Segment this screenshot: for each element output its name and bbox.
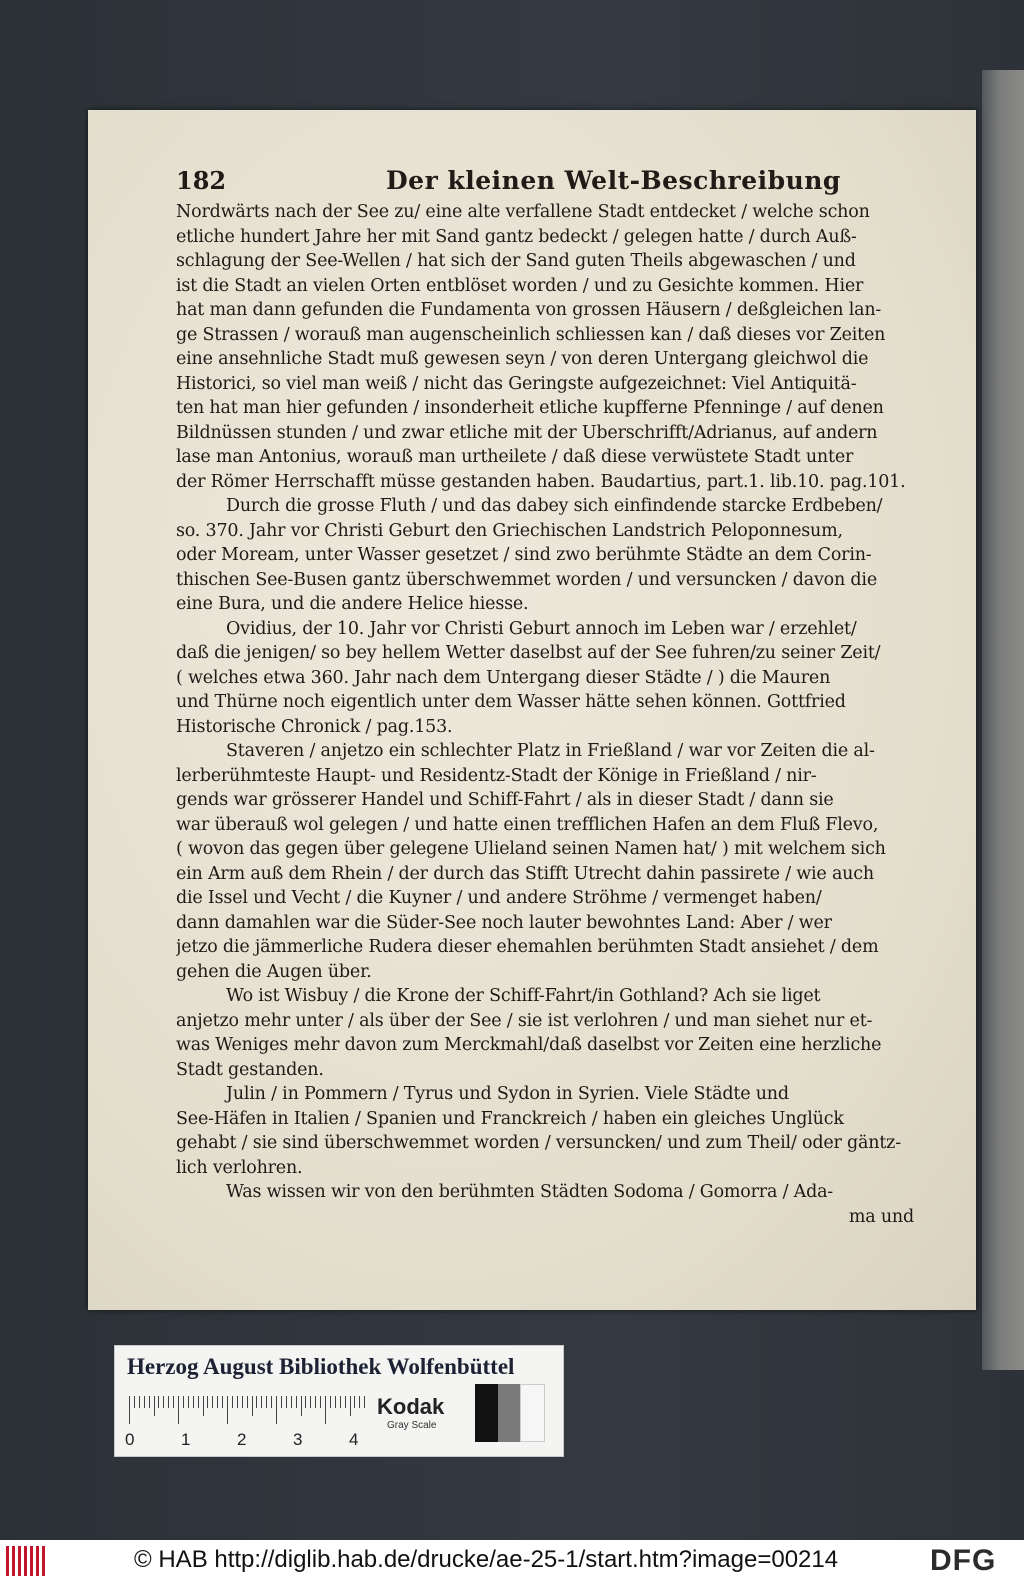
ruler-tick [276, 1396, 277, 1424]
ruler-tick [232, 1396, 233, 1408]
ruler-tick [340, 1396, 341, 1408]
ruler-tick [207, 1396, 208, 1408]
ruler-tick [359, 1396, 360, 1408]
ruler-tick [144, 1396, 145, 1408]
text-line: Durch die grosse Fluth / und das dabey sich einfindende starcke Erdbeben/ [226, 496, 883, 516]
kodak-subtitle: Gray Scale [387, 1420, 437, 1431]
kodak-label [377, 1394, 444, 1431]
text-line: ge Strassen / worauß man augenscheinlich schliessen kan / daß dieses vor Zeiten [176, 324, 886, 345]
page-text-block [176, 120, 926, 1227]
text-line: Staveren / anjetzo ein schlechter Platz in Frießland / war vor Zeiten die al- [226, 741, 875, 761]
text-line: oder Moream, unter Wasser gesetzet / sind zwo berühmte Städte an dem Corin- [176, 545, 872, 565]
ruler-tick [188, 1396, 189, 1408]
ruler-tick [178, 1396, 179, 1424]
ruler-tick [320, 1396, 321, 1408]
ruler-tick [281, 1396, 282, 1408]
text-line: gehabt / sie sind überschwemmet worden / versuncken/ und zum Theil/ oder gäntz- [176, 1133, 901, 1153]
ruler-tick [168, 1396, 169, 1408]
text-line: Historische Chronick / pag.153. [176, 716, 453, 737]
ruler-tick [286, 1396, 287, 1408]
text-line: lich verlohren. [176, 1157, 303, 1178]
next-page-edge [982, 70, 1024, 1370]
ruler-tick [350, 1396, 351, 1416]
ruler-tick [256, 1396, 257, 1408]
text-line: lerberühmteste Haupt- und Residentz-Stadt der Könige in Frießland / nir- [176, 765, 817, 786]
card-institution-name: Herzog August Bibliothek Wolfenbüttel [127, 1354, 515, 1379]
ruler-tick [222, 1396, 223, 1408]
scale-number: 3 [293, 1430, 303, 1449]
ruler-tick [291, 1396, 292, 1408]
ruler-tick [212, 1396, 213, 1408]
footer-bar [0, 1540, 1024, 1582]
text-line: gehen die Augen über. [176, 961, 372, 982]
scale-number: 4 [349, 1430, 359, 1449]
ruler-tick [149, 1396, 150, 1408]
text-line: Historici, so viel man weiß / nicht das Geringste aufgezeichnet: Viel Antiquitä- [176, 373, 857, 394]
ruler-tick [315, 1396, 316, 1408]
text-line: der Römer Herrschafft müsse gestanden haben. Baudartius, part.1. lib.10. pag.101. [176, 471, 906, 492]
page-header [176, 166, 926, 202]
text-line: etliche hundert Jahre her mit Sand gantz bedeckt / gelegen hatte / durch Auß- [176, 226, 857, 247]
ruler-tick [310, 1396, 311, 1408]
text-line: gends war grösserer Handel und Schiff-Fahrt / als in dieser Stadt / dann sie [176, 790, 834, 810]
text-line: ten hat man hier gefunden / insonderheit etliche kupfferne Pfenninge / auf denen [176, 398, 884, 418]
text-line: die Issel und Vecht / die Kuyner / und andere Ströhme / vermenget haben/ [176, 888, 822, 908]
page-number: 182 [176, 166, 227, 195]
ruler-tick [217, 1396, 218, 1408]
ruler-tick [301, 1396, 302, 1416]
text-line: lase man Antonius, worauß man urtheilete / daß diese verwüstete Stadt unter [176, 447, 854, 467]
text-line: ein Arm auß dem Rhein / der durch das Stifft Utrecht dahin passirete / wie auch [176, 863, 874, 884]
gray-patch-black [475, 1384, 498, 1442]
text-line: ( wovon das gegen über gelegene Ulieland seinen Namen hat/ ) mit welchem sich [176, 839, 886, 859]
ruler-tick [252, 1396, 253, 1416]
ruler-tick [354, 1396, 355, 1408]
text-line: See-Häfen in Italien / Spanien und Franckreich / haben ein gleiches Unglück [176, 1108, 844, 1129]
text-line: war überauß wol gelegen / und hatte einen trefflichen Hafen an dem Fluß Flevo, [176, 814, 879, 835]
text-line: Was wissen wir von den berühmten Städten Sodoma / Gomorra / Ada- [226, 1182, 834, 1202]
text-line: jetzo die jämmerliche Rudera dieser ehemahlen berühmten Stadt ansiehet / dem [176, 937, 879, 957]
text-line: eine Bura, und die andere Helice hiesse. [176, 594, 529, 614]
hab-logo-icon [6, 1546, 48, 1576]
ruler-tick [198, 1396, 199, 1408]
ruler-tick [183, 1396, 184, 1408]
color-calibration-card [114, 1345, 564, 1457]
text-line: hat man dann gefunden die Fundamenta von grossen Häusern / deßgleichen lan- [176, 300, 882, 320]
scale-number: 2 [237, 1430, 247, 1449]
footer-copyright-url[interactable]: © HAB http://diglib.hab.de/drucke/ae-25-1/start.htm?image=00214 [134, 1546, 839, 1573]
body-text [176, 200, 926, 1229]
text-line: dann damahlen war die Süder-See noch lauter bewohntes Land: Aber / wer [176, 912, 832, 933]
text-line: thischen See-Busen gantz überschwemmet worden / und versuncken / davon die [176, 569, 877, 590]
ruler-tick [345, 1396, 346, 1408]
text-line: schlagung der See-Wellen / hat sich der Sand guten Theils abgewaschen / und [176, 251, 856, 271]
ruler-tick [325, 1396, 326, 1424]
ruler-tick [163, 1396, 164, 1408]
ruler-tick [364, 1396, 365, 1408]
scale-ruler [129, 1396, 369, 1424]
ruler-tick [271, 1396, 272, 1408]
ruler-tick [330, 1396, 331, 1408]
ruler-tick [134, 1396, 135, 1408]
ruler-tick [158, 1396, 159, 1408]
ruler-tick [266, 1396, 267, 1408]
running-title: Der kleinen Welt-Beschreibung [386, 166, 841, 195]
scale-number: 1 [181, 1430, 191, 1449]
text-line: Stadt gestanden. [176, 1059, 324, 1080]
text-line: Nordwärts nach der See zu/ eine alte verfallene Stadt entdecket / welche schon [176, 202, 870, 222]
ruler-tick [242, 1396, 243, 1408]
text-line: und Thürne noch eigentlich unter dem Wasser hätte sehen können. Gottfried [176, 692, 846, 712]
ruler-tick [261, 1396, 262, 1408]
ruler-tick [296, 1396, 297, 1408]
ruler-tick [154, 1396, 155, 1416]
ruler-tick [203, 1396, 204, 1416]
text-line: so. 370. Jahr vor Christi Geburt den Griechischen Landstrich Peloponnesum, [176, 520, 843, 541]
ruler-tick [227, 1396, 228, 1424]
gray-patch-mid [498, 1384, 521, 1442]
text-line: daß die jenigen/ so bey hellem Wetter daselbst auf der See fuhren/zu seiner Zeit/ [176, 643, 881, 663]
ruler-tick [193, 1396, 194, 1408]
ruler-tick [237, 1396, 238, 1408]
gray-patch-white [520, 1384, 545, 1442]
dfg-logo: DFG [930, 1544, 997, 1577]
ruler-tick [129, 1396, 130, 1424]
text-line: anjetzo mehr unter / als über der See / sie ist verlohren / und man siehet nur et- [176, 1010, 873, 1031]
text-line: eine ansehnliche Stadt muß gewesen seyn / von deren Untergang gleichwol die [176, 349, 869, 369]
text-line: Julin / in Pommern / Tyrus und Sydon in Syrien. Viele Städte und [226, 1084, 789, 1104]
ruler-tick [335, 1396, 336, 1408]
scale-numbers [125, 1430, 385, 1450]
text-line: was Weniges mehr davon zum Merckmahl/daß daselbst vor Zeiten eine herzliche [176, 1035, 882, 1055]
scale-number: 0 [125, 1430, 135, 1449]
text-line: ist die Stadt an vielen Orten entblöset worden / und zu Gesichte kommen. Hier [176, 275, 864, 296]
text-line: Wo ist Wisbuy / die Krone der Schiff-Fahrt/in Gothland? Ach sie liget [226, 986, 821, 1006]
gray-scale-patches [475, 1384, 545, 1442]
ruler-tick [305, 1396, 306, 1408]
ruler-tick [173, 1396, 174, 1408]
kodak-brand: Kodak [377, 1394, 445, 1419]
text-line: Ovidius, der 10. Jahr vor Christi Geburt annoch im Leben war / erzehlet/ [226, 618, 857, 639]
text-line: ( welches etwa 360. Jahr nach dem Untergang dieser Städte / ) die Mauren [176, 667, 831, 688]
ruler-tick [247, 1396, 248, 1408]
catchword: ma und [848, 1206, 914, 1227]
ruler-tick [139, 1396, 140, 1408]
book-page [88, 110, 976, 1310]
text-line: Bildnüssen stunden / und zwar etliche mit der Uberschrifft/Adrianus, auf andern [176, 422, 878, 443]
